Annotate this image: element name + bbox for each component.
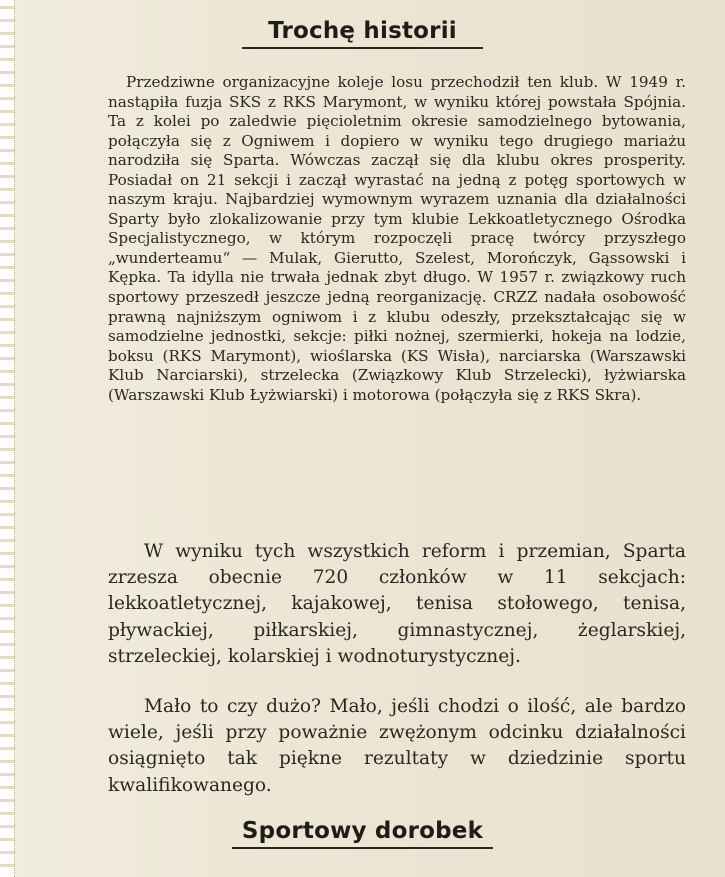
next-section-heading — [0, 818, 725, 849]
torn-paper-edge — [0, 0, 15, 877]
next-section-heading-text: Sportowy dorobek — [232, 818, 493, 849]
article-paragraph-1: Przedziwne organizacyjne koleje losu przechodził ten klub. W 1949 r. nastąpiła fuzja SKS z RKS Marymont, w wyniku której powstała Spójnia. Ta z kolei po zaledwie pięcioletnim okresie samodzielnego bytowania, połączyła się z Ogniwem i dopiero w wyniku tego drugiego mariażu narodziła się Sparta. Wówczas zaczął się dla klubu okres prosperity. Posiadał on 21 sekcji i zaczął wyrastać na jedną z potęg sportowych w naszym kraju. Najbardziej wymownym wyrazem uznania dla działalności Sparty było zlokalizowanie przy tym klubie Lekkoatletycznego Ośrodka Specjalistycznego, w którym rozpoczęli pracę twórcy przyszłego „wunderteamu“ — Mulak, Gierutto, Szelest, Morończyk, Gąssowski i Kępka. Ta idylla nie trwała jednak zbyt długo. W 1957 r. związkowy ruch sportowy przeszedł jeszcze jedną reorganizację. CRZZ nadała osobowość prawną najniższym ogniwom i z klubu odeszły, przekształcając się w samodzielne jednostki, sekcje: piłki nożnej, szermierki, hokeja na lodzie, boksu (RKS Marymont), wioślarska (KS Wisła), narciarska (Warszawski Klub Narciarski), strzelecka (Związkowy Klub Strzelecki), łyżwiarska (Warszawski Klub Łyżwiarski) i motorowa (połączyła się z RKS Skra). — [108, 73, 686, 404]
article-paragraph-3: Mało to czy dużo? Mało, jeśli chodzi o ilość, ale bardzo wiele, jeśli przy poważnie zwężonym odcinku działalności osiągnięto tak piękne rezultaty w dziedzinie sportu kwalifikowanego. — [108, 696, 686, 796]
section-heading-text: Trochę historii — [242, 18, 483, 49]
section-heading — [0, 18, 725, 49]
article-paragraph-2: W wyniku tych wszystkich reform i przemian, Sparta zrzesza obecnie 720 członków w 11 sekcjach: lekkoatletycznej, kajakowej, tenisa stołowego, tenisa, pływackiej, piłkarskiej, gimnastycznej, żeglarskiej, strzeleckiej, kolarskiej i wodnoturystycznej. — [108, 541, 686, 667]
